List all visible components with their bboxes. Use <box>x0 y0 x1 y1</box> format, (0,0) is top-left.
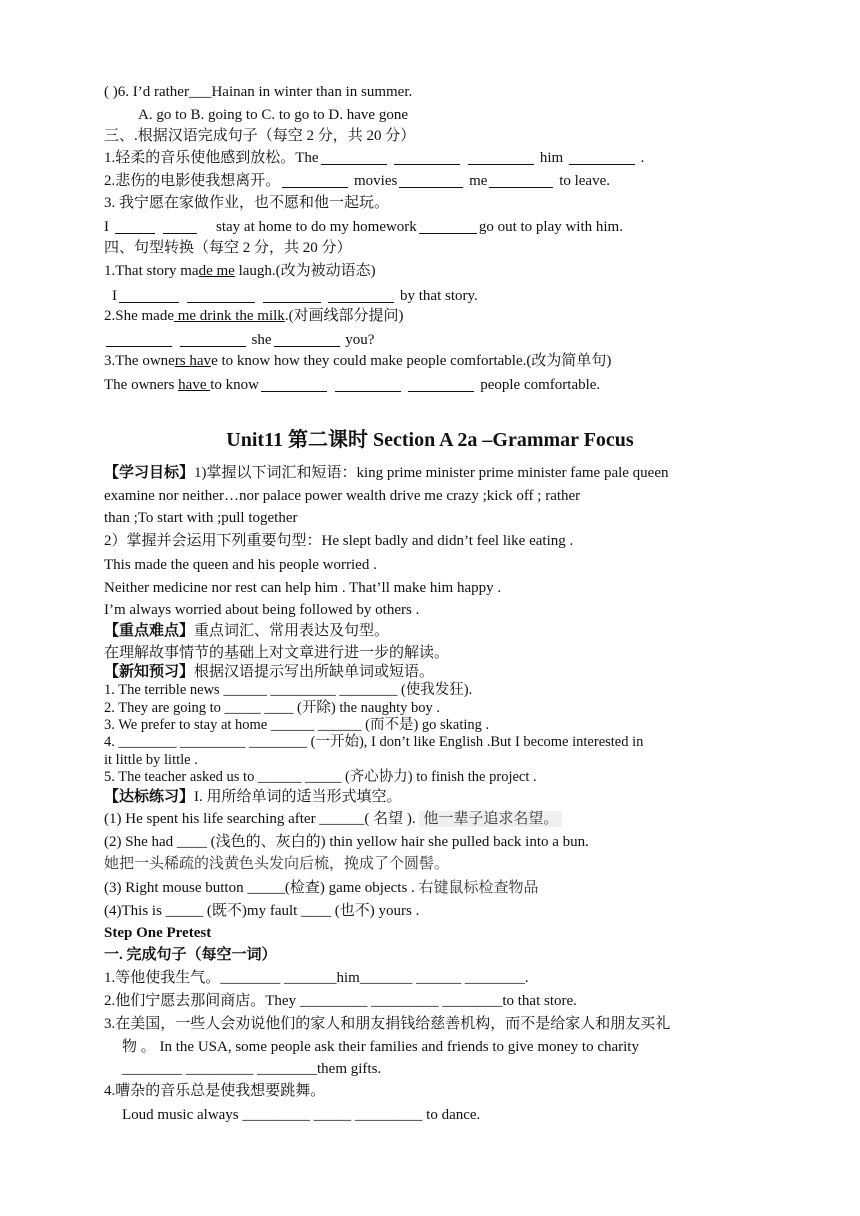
sentence-2: 2.悲伤的电影使我想离开。 movies me to leave. <box>104 173 610 189</box>
goals-line-6: Neither medicine nor rest can help him . That’ll make him happy . <box>104 580 502 596</box>
practice-2-chinese: 她把一头稀疏的浅黄色头发向后梳，挽成了个圆髻。 <box>104 856 450 872</box>
practice-1: (1) He spent his life searching after ______( 名望 ). 他一辈子追求名望。 <box>104 809 756 829</box>
question-6-options: A. go to B. going to C. to go to D. have gone <box>138 107 408 123</box>
complete-3-answer: ________ _________ ________them gifts. <box>122 1061 382 1077</box>
complete-4: 4.嘈杂的音乐总是使我想要跳舞。 <box>104 1083 326 1099</box>
transform-1: 1.That story made me laugh.(改为被动语态) <box>104 263 376 279</box>
sentence-1: 1.轻柔的音乐使他感到放松。The him . <box>104 150 645 166</box>
transform-3-answer: The owners have to know people comfortable. <box>104 377 601 393</box>
goals-line-5: This made the queen and his people worried . <box>104 557 377 573</box>
section-4-heading: 四、句型转换（每空 2 分，共 20 分） <box>104 240 352 256</box>
sentence-3-chinese: 3. 我宁愿在家做作业，也不愿和他一起玩。 <box>104 195 390 211</box>
preview-4: 4. ________ _________ ________ (一开始), I don’t like English .But I become interested in <box>104 734 644 750</box>
complete-4-english: Loud music always _________ _____ _________ to dance. <box>122 1107 481 1123</box>
preview-heading: 【新知预习】根据汉语提示写出所缺单词或短语。 <box>104 664 435 680</box>
complete-3-english: 物 。 In the USA, some people ask their families and friends to give money to charity <box>122 1039 639 1055</box>
preview-5: 5. The teacher asked us to ______ _____ (齐心协力) to finish the project . <box>104 769 537 785</box>
goals-line-3: than ;To start with ;pull together <box>104 510 298 526</box>
key-points-line-2: 在理解故事情节的基础上对文章进行进一步的解读。 <box>104 645 450 661</box>
transform-1-answer: I by that story. <box>112 288 478 304</box>
step-one-subheading: 一. 完成句子（每空一词） <box>104 947 277 963</box>
key-points: 【重点难点】重点词汇、常用表达及句型。 <box>104 623 390 639</box>
sentence-3: I stay at home to do my homework go out to play with him. <box>104 219 623 235</box>
practice-4: (4)This is _____ (既不)my fault ____ (也不) yours . <box>104 903 420 919</box>
goals-line-2: examine nor neither…nor palace power wealth drive me crazy ;kick off ; rather <box>104 488 581 504</box>
complete-1: 1.等他使我生气。________ _______him_______ ______ ________. <box>104 970 529 986</box>
complete-3: 3.在美国，一些人会劝说他们的家人和朋友捐钱给慈善机构，而不是给家人和朋友买礼 <box>104 1016 671 1032</box>
preview-4b: it little by little . <box>104 752 198 768</box>
practice-2: (2) She had ____ (浅色的、灰白的) thin yellow hair she pulled back into a bun. <box>104 834 589 850</box>
step-one-title: Step One Pretest <box>104 925 212 941</box>
section-3-heading: 三、.根据汉语完成句子（每空 2 分，共 20 分） <box>104 128 416 144</box>
transform-2: 2.She made me drink the milk.(对画线部分提问) <box>104 308 404 324</box>
complete-2: 2.他们宁愿去那间商店。They _________ _________ ________to that store. <box>104 993 577 1009</box>
transform-3: 3.The owners have to know how they could make people comfortable.(改为简单句) <box>104 353 612 369</box>
goals-line-4: 2）掌握并会运用下列重要句型：He slept badly and didn’t feel like eating . <box>104 533 574 549</box>
transform-2-answer: she you? <box>104 330 756 350</box>
preview-2: 2. They are going to _____ ____ (开除) the naughty boy . <box>104 700 440 716</box>
unit-title: Unit11 第二课时 Section A 2a –Grammar Focus <box>226 429 634 451</box>
goals-line-7: I’m always worried about being followed by others . <box>104 602 420 618</box>
preview-3: 3. We prefer to stay at home ______ ______ (而不是) go skating . <box>104 717 490 733</box>
question-6: ( )6. I’d rather___Hainan in winter than in summer. <box>104 84 413 100</box>
practice-3: (3) Right mouse button _____(检查) game objects . 右键鼠标检查物品 <box>104 880 539 896</box>
preview-1: 1. The terrible news ______ _________ ________ (使我发狂). <box>104 682 473 698</box>
goals-line-1: 【学习目标】1)掌握以下词汇和短语：king prime minister prime minister fame pale queen <box>104 465 669 481</box>
practice-heading: 【达标练习】I. 用所给单词的适当形式填空。 <box>104 789 402 805</box>
